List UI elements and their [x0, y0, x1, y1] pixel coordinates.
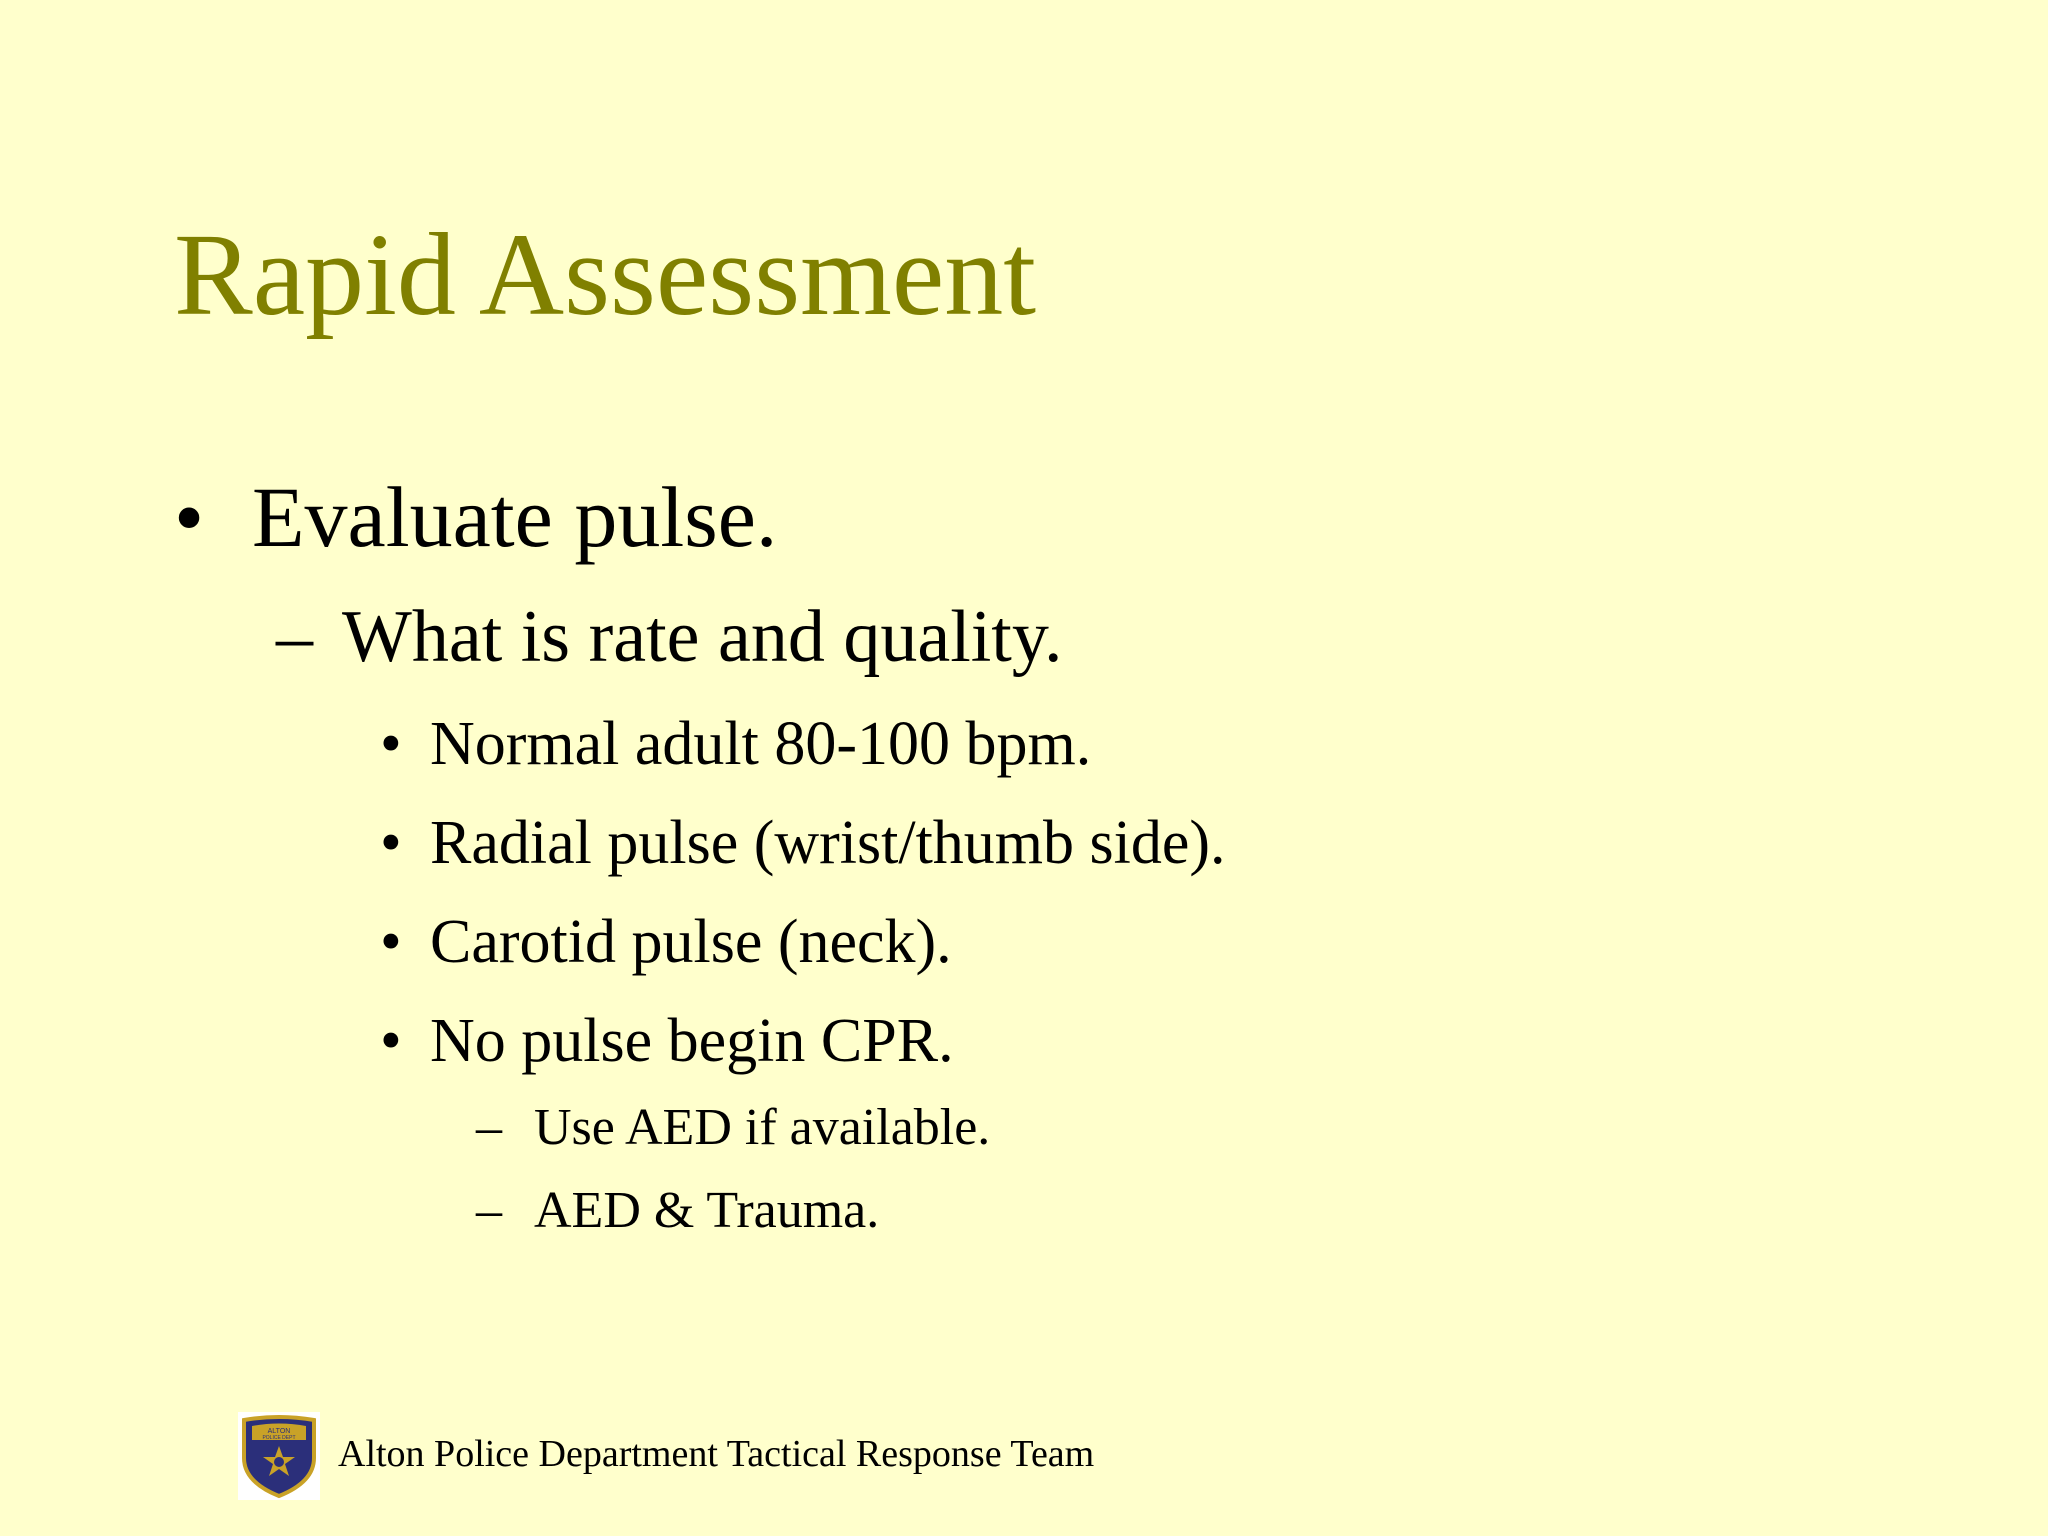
dash-marker: – — [476, 1099, 502, 1156]
police-badge-icon — [238, 1412, 320, 1500]
dash-marker: – — [476, 1182, 502, 1239]
footer-text: Alton Police Department Tactical Response Team — [338, 1433, 1095, 1475]
bullet-text: Carotid pulse (neck). — [430, 908, 952, 976]
bullet-text: What is rate and quality. — [342, 596, 1063, 678]
bullet-text: Evaluate pulse. — [252, 469, 778, 565]
bullet-text: No pulse begin CPR. — [430, 1007, 954, 1075]
bullet-text: Normal adult 80-100 bpm. — [430, 710, 1092, 778]
dash-marker: – — [276, 596, 313, 678]
svg-text:ALTON: ALTON — [267, 1428, 291, 1435]
bullet-marker: • — [380, 1007, 402, 1075]
bullet-marker: • — [380, 908, 402, 976]
bullet-marker: • — [380, 809, 402, 877]
bullet-text: Radial pulse (wrist/thumb side). — [430, 809, 1226, 877]
bullet-marker: • — [174, 469, 205, 565]
slide-title: Rapid Assessment — [174, 209, 1037, 340]
bullet-text: AED & Trauma. — [534, 1182, 880, 1239]
svg-text:POLICE DEPT: POLICE DEPT — [262, 1435, 296, 1441]
bullet-marker: • — [380, 710, 402, 778]
bullet-text: Use AED if available. — [534, 1099, 991, 1156]
